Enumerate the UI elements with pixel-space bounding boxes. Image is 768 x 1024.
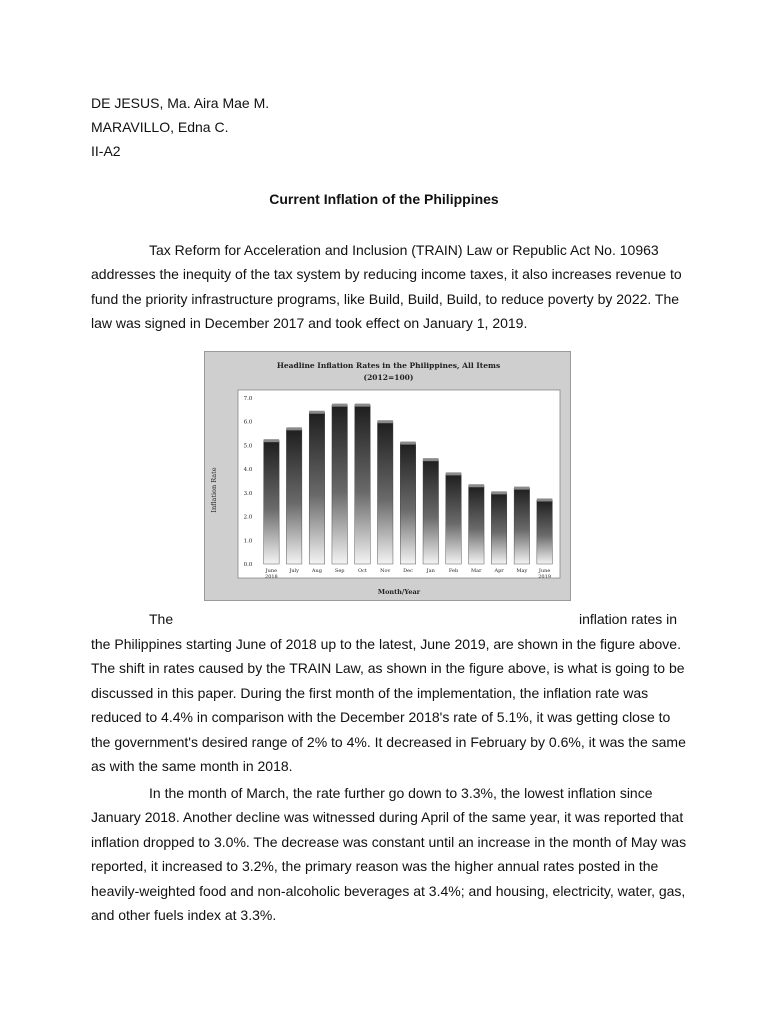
x-tick-label: Apr: [494, 568, 504, 574]
paragraph-2-tail: inflation rates in: [579, 611, 678, 627]
y-tick-label: 2.0: [243, 514, 253, 521]
paragraph-2-lead: The: [149, 611, 174, 627]
bar-dec-6: [400, 443, 415, 564]
bar-cap: [286, 427, 301, 430]
x-tick-label: Feb: [448, 568, 459, 574]
bar-cap: [377, 420, 392, 423]
bar-sep-3: [332, 405, 347, 564]
bar-cap: [332, 404, 347, 407]
bar-june-0: [264, 441, 279, 564]
paragraph-1-text: Tax Reform for Acceleration and Inclusion (TRAIN) Law or Republic Act No. 10963 addresses the inequity of the tax system by reducing income taxes, it also increases revenue to fund the priority infrastructure programs, like Build, Build, Build, to reduce poverty by 2022. The law was signed in December 2017 and took effect on January 1, 2019.: [91, 242, 682, 332]
bar-cap: [446, 472, 461, 475]
bar-jan-7: [423, 460, 438, 564]
bar-cap: [491, 491, 506, 494]
paragraph-1: [91, 238, 691, 336]
bar-cap: [514, 487, 529, 490]
x-tick-label: Sep: [334, 568, 345, 574]
inflation-chart-figure: [204, 351, 571, 601]
bar-cap: [469, 484, 484, 487]
bar-aug-2: [309, 412, 324, 564]
y-tick-label: 3.0: [243, 490, 253, 497]
y-tick-label: 0.0: [243, 562, 253, 568]
x-tick-label: July: [289, 568, 299, 574]
y-tick-label: 4.0: [243, 467, 253, 474]
bar-cap: [264, 439, 279, 442]
bar-june-12: [537, 500, 552, 564]
bar-oct-4: [355, 405, 370, 564]
bar-cap: [400, 442, 415, 445]
paragraph-2-text: the Philippines starting June of 2018 up to the latest, June 2019, are shown in the figure above. The shift in rates caused by the TRAIN Law, as shown in the figure above, is what is going to be discussed in this paper. During the first month of the implementation, the inflation rate was reduced to 4.4% in comparison with the December 2018's rate of 5.1%, it was getting close to the government's desired range of 2% to 4%. It decreased in February by 0.6%, it was the same as with the same month in 2018.: [91, 636, 686, 775]
y-axis-label: Inflation Rate: [210, 467, 218, 513]
x-tick-label: Mar: [471, 568, 482, 574]
x-tick-label: June: [265, 568, 278, 574]
paragraph-3-text: In the month of March, the rate further go down to 3.3%, the lowest inflation since January 2018. Another decline was witnessed during April of the same year, it was reported that inflation dropped to 3.0%. The decrease was constant until an increase in the month of May was reported, it increased to 3.2%, the primary reason was the higher annual rates posted in the heavily-weighted food and non-alcoholic beverages at 3.4%; and housing, electricity, water, gas, and other fuels index at 3.3%.: [91, 785, 687, 924]
bar-cap: [309, 411, 324, 414]
x-tick-sublabel: 2019: [538, 574, 551, 580]
section-label: II-A2: [91, 143, 121, 159]
bar-feb-8: [446, 474, 461, 564]
x-tick-label: Jan: [426, 568, 435, 574]
x-tick-label: June: [538, 568, 551, 574]
bar-may-11: [514, 488, 529, 564]
x-tick-label: Oct: [358, 568, 367, 574]
chart-title: Headline Inflation Rates in the Philippines, All Items: [276, 361, 501, 370]
bar-july-1: [286, 429, 301, 564]
bar-cap: [423, 458, 438, 461]
author-2: MARAVILLO, Edna C.: [91, 119, 229, 135]
x-tick-label: Dec: [403, 568, 413, 574]
author-1: DE JESUS, Ma. Aira Mae M.: [91, 95, 270, 111]
bar-cap: [355, 404, 370, 407]
bar-mar-9: [469, 486, 484, 564]
y-tick-label: 7.0: [243, 396, 253, 402]
paragraph-3: [91, 781, 691, 927]
y-tick-label: 6.0: [243, 419, 253, 426]
bar-chart: [205, 352, 570, 600]
bar-nov-5: [377, 422, 392, 564]
paragraph-2: [91, 632, 691, 778]
document-title: Current Inflation of the Philippines: [269, 191, 499, 207]
y-tick-label: 1.0: [243, 538, 253, 545]
chart-subtitle: (2012=100): [363, 373, 414, 382]
x-tick-label: Nov: [380, 568, 391, 574]
bar-apr-10: [491, 493, 506, 564]
x-axis-label: Month/Year: [377, 588, 421, 596]
bar-cap: [537, 498, 552, 501]
x-tick-label: May: [516, 568, 528, 574]
x-tick-label: Aug: [311, 568, 322, 574]
x-tick-sublabel: 2018: [265, 574, 278, 580]
y-tick-label: 5.0: [243, 443, 253, 450]
